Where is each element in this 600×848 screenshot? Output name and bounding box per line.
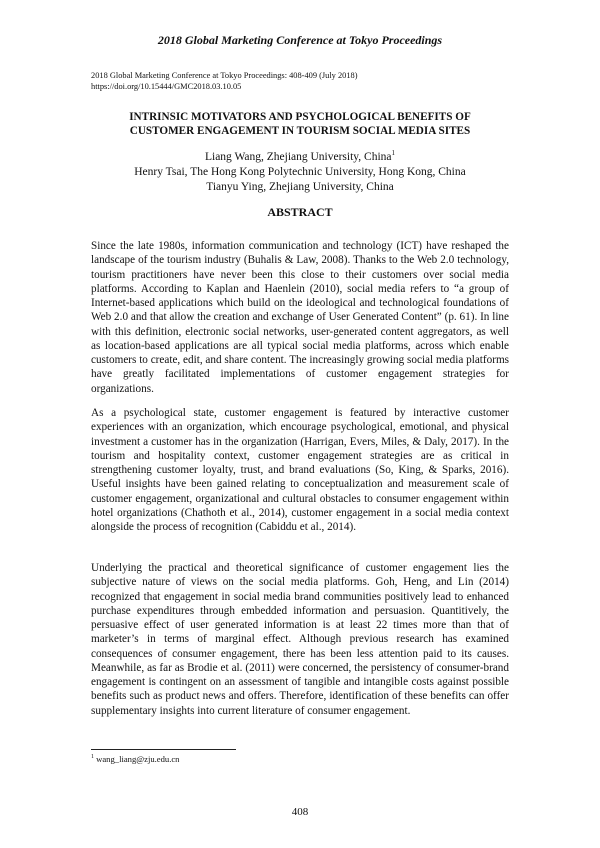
author-text: Liang Wang, Zhejiang University, China (204, 151, 392, 163)
title-line: INTRINSIC MOTIVATORS AND PSYCHOLOGICAL BENEFITS OF (129, 111, 471, 123)
author-line: Tianyu Ying, Zhejiang University, China (206, 181, 394, 193)
abstract-paragraph: As a psychological state, customer engagement is featured by interactive customer experiences with an organization, which encourage psychological, emotional, and physical investment a customer has in the organization (Harrigan, Evers, Miles, & Daly, 2017). In the tourism and hospitality context, customer engagement strategies are as critical in strengthening customer loyalty, trust, and brand evaluations (So, King, & Sparks, 2016). Useful insights have been gained relating to conceptualization and measurement scale of customer engagement, organizational and cultural obstacles to consumer engagement within hotel organizations (Chathoth et al., 2014), customer engagement in a social media context alongside the process of recognition (Cabiddu et al., 2014). (91, 407, 509, 533)
citation-line: 2018 Global Marketing Conference at Tokyo Proceedings: 408-409 (July 2018) (91, 71, 358, 80)
footnote-marker: 1 (91, 754, 94, 761)
abstract-paragraph: Since the late 1980s, information communication and technology (ICT) have reshaped the landscape of the tourism industry (Buhalis & Law, 2008). Thanks to the Web 2.0 technology, tourism practitioners have never been this close to their customers over social media platforms. According to Kaplan and Haenlein (2010), social media refers to “a group of Internet-based applications which build on the ideological and technological foundations of Web 2.0 and that allow the creation and exchange of User Generated Content” (p. 61). In line with this definition, electronic social networks, user-generated content aggregators, as well as location-based applications are all typical social media platforms, across which enable customers to create, edit, and share content. The increasingly growing social media platforms have greatly facilitated implementations of customer engagement strategies for organizations. (91, 240, 509, 395)
paper-title (80, 110, 520, 138)
footnote-email[interactable]: wang_liang@zju.edu.cn (96, 754, 180, 764)
footnote-divider (91, 749, 236, 750)
title-line: CUSTOMER ENGAGEMENT IN TOURISM SOCIAL MEDIA SITES (129, 125, 471, 137)
author-list (60, 150, 540, 195)
footnote-marker: 1 (391, 149, 396, 158)
footnote (91, 754, 179, 764)
doi-link[interactable]: https://doi.org/10.15444/GMC2018.03.10.05 (91, 81, 242, 91)
page-number: 408 (291, 806, 309, 818)
abstract-heading: ABSTRACT (267, 205, 333, 219)
running-header: 2018 Global Marketing Conference at Tokyo Proceedings (157, 33, 443, 47)
author-line (60, 150, 540, 165)
citation-block (91, 71, 358, 92)
author-line: Henry Tsai, The Hong Kong Polytechnic University, Hong Kong, China (134, 166, 466, 178)
abstract-paragraph: Underlying the practical and theoretical significance of customer engagement lies the subjective nature of views on the social media platforms. Goh, Heng, and Lin (2014) recognized that engagement in social media brand communities positively lead to enhanced purchase expenditures through embedded information and persuasion. Quantitively, the persuasive effect of user generated information is at least 22 times more than that of marketer’s in terms of marginal effect. Although previous research has examined consequences of consumer engagement, there has been less attention paid to its causes. Meanwhile, as far as Brodie et al. (2011) were concerned, the persistency of consumer-brand engagement is contingent on an assessment of tangible and intangible costs against possible benefits such as product news and offers. Therefore, identification of these benefits can offer supplementary insights into current literature of consumer engagement. (91, 562, 509, 717)
